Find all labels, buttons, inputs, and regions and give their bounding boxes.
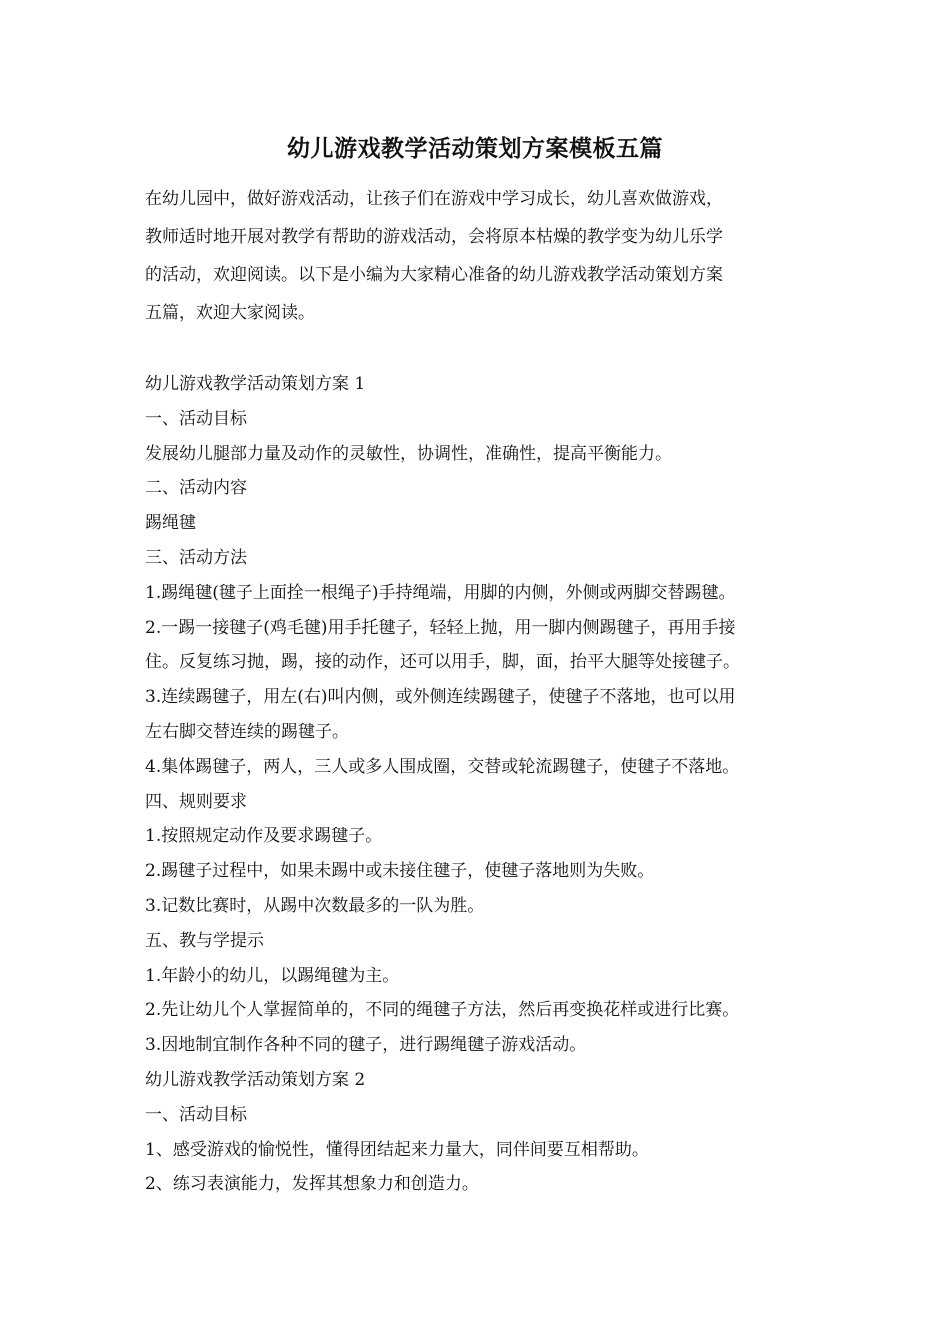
intro-line: 五篇，欢迎大家阅读。	[145, 303, 315, 323]
body-line: 2.一踢一接毽子(鸡毛毽)用手托毽子，轻轻上抛，用一脚内侧踢毽子，再用手接	[145, 617, 736, 638]
plan-heading: 幼儿游戏教学活动策划方案 2	[145, 1069, 366, 1090]
document-body	[145, 367, 815, 1202]
body-line: 3.记数比赛时，从踢中次数最多的一队为胜。	[145, 895, 485, 916]
body-line: 1、感受游戏的愉悦性，懂得团结起来力量大，同伴间要互相帮助。	[145, 1139, 649, 1160]
plan-heading: 幼儿游戏教学活动策划方案 1	[145, 374, 366, 394]
section-heading: 三、活动方法	[145, 547, 247, 568]
body-line: 踢绳毽	[145, 513, 196, 534]
body-line: 左右脚交替连续的踢毽子。	[145, 721, 349, 742]
body-line: 发展幼儿腿部力量及动作的灵敏性，协调性，准确性，提高平衡能力。	[145, 443, 672, 464]
body-line: 2.踢毽子过程中，如果未踢中或未接住毽子，使毽子落地则为失败。	[145, 861, 655, 882]
body-line: 2.先让幼儿个人掌握简单的，不同的绳毽子方法，然后再变换花样或进行比赛。	[145, 1000, 740, 1021]
body-line: 1.按照规定动作及要求踢毽子。	[145, 826, 383, 847]
body-line: 住。反复练习抛，踢，接的动作，还可以用手，脚，面，抬平大腿等处接毽子。	[145, 652, 740, 673]
body-line: 2、练习表演能力，发挥其想象力和创造力。	[145, 1174, 479, 1195]
intro-line: 教师适时地开展对教学有帮助的游戏活动，会将原本枯燥的教学变为幼儿乐学	[145, 227, 723, 247]
section-heading: 一、活动目标	[145, 408, 247, 429]
intro-paragraph	[145, 180, 810, 332]
body-line: 3.连续踢毽子，用左(右)叫内侧，或外侧连续踢毽子，使毽子不落地，也可以用	[145, 687, 736, 708]
section-heading: 一、活动目标	[145, 1104, 247, 1125]
section-heading: 五、教与学提示	[145, 930, 264, 951]
body-line: 3.因地制宜制作各种不同的毽子，进行踢绳毽子游戏活动。	[145, 1035, 587, 1056]
body-line: 1.踢绳毽(毽子上面拴一根绳子)手持绳端，用脚的内侧，外侧或两脚交替踢毽。	[145, 582, 736, 603]
intro-line: 的活动，欢迎阅读。以下是小编为大家精心准备的幼儿游戏教学活动策划方案	[145, 265, 723, 285]
section-heading: 四、规则要求	[145, 791, 247, 812]
intro-line: 在幼儿园中，做好游戏活动，让孩子们在游戏中学习成长，幼儿喜欢做游戏，	[145, 189, 723, 209]
body-line: 4.集体踢毽子，两人，三人或多人围成圈，交替或轮流踢毽子，使毽子不落地。	[145, 756, 740, 777]
body-line: 1.年龄小的幼儿，以踢绳毽为主。	[145, 965, 400, 986]
section-heading: 二、活动内容	[145, 478, 247, 499]
document-title: 幼儿游戏教学活动策划方案模板五篇	[287, 135, 663, 162]
